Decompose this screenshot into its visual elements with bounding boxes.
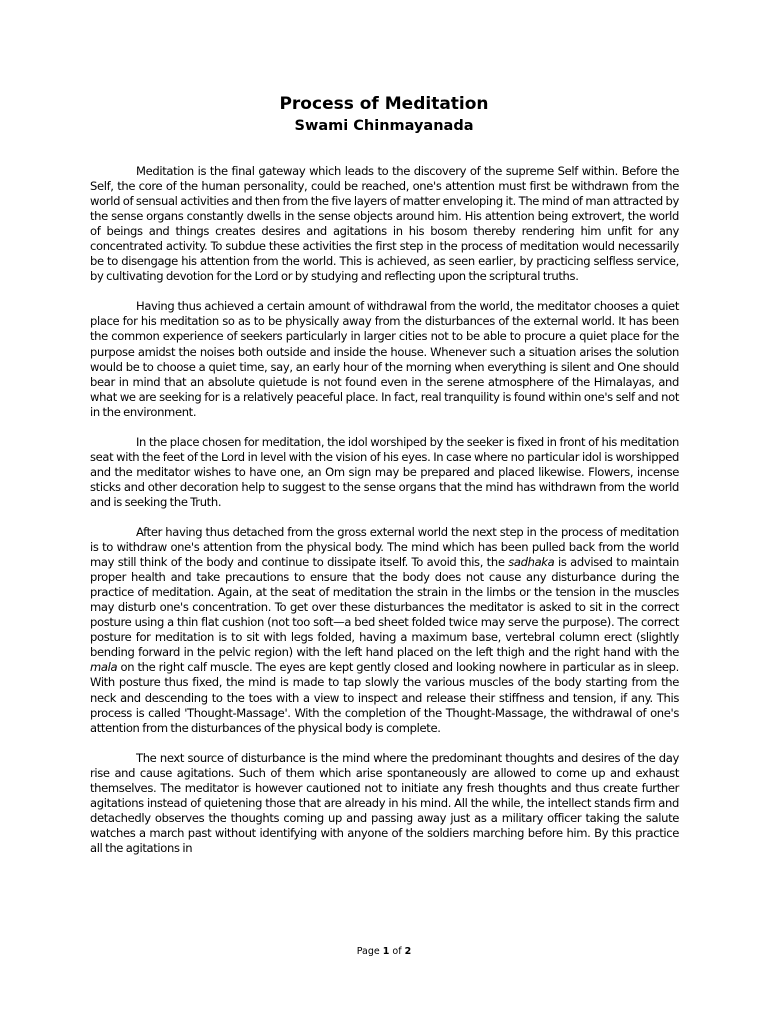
document-body [90, 164, 679, 856]
paragraph-text: is advised to maintain proper health and take precautions to ensure that the body does not cause any disturbance during the practice of meditation. Again, at the seat of meditation the strain in the limbs or the tension in the muscles may disturb one's concentration. To get over these disturbances the meditator is asked to sit in the correct posture using a thin flat cushion (not too soft—a bed sheet folded twice may serve the purpose). The correct posture for meditation is to sit with legs folded, having a maximum base, vertebral column erect (slightly bending forward in the pelvic region) with the left hand placed on the left thigh and the right hand with the [90, 555, 679, 660]
italic-term-sadhaka: sadhaka [508, 555, 555, 570]
body-paragraph [90, 751, 679, 856]
body-paragraph [90, 164, 679, 284]
document-title: Process of Meditation [279, 94, 489, 114]
document-author: Swami Chinmayanada [294, 118, 474, 134]
page-total: 2 [404, 946, 412, 957]
paragraph-text: Having thus achieved a certain amount of withdrawal from the world, the meditator chooses a quiet place for his meditation so as to be physically away from the disturbances of the external world. It has been the common experience of seekers particularly in larger cities not to be able to procure a quiet place for the purpose amidst the noises both outside and inside the house. Whenever such a situation arises the solution would be to choose a quiet time, say, an early hour of the morning when everything is silent and One should bear in mind that an absolute quietude is not found even in the serene atmosphere of the Himalayas, and what we are seeking for is a relatively peaceful place. In fact, real tranquility is found within one's self and not in the environment. [90, 299, 679, 419]
page-footer [0, 946, 768, 958]
page-label: Page [356, 946, 380, 957]
paragraph-text: Meditation is the final gateway which leads to the discovery of the supreme Self within. Before the Self, the core of the human personality, could be reached, one's attention must first be withdrawn from the world of sensual activities and then from the five layers of matter enveloping it. The mind of man attracted by the sense organs constantly dwells in the sense objects around him. His attention being extrovert, the world of beings and things creates desires and agitations in his bosom thereby rendering him unfit for any concentrated activity. To subdue these activities the first step in the process of meditation would necessarily be to disengage his attention from the world. This is achieved, as seen earlier, by practicing selfless service, by cultivating devotion for the Lord or by studying and reflecting upon the scriptural truths. [90, 164, 679, 284]
page-number: 1 [382, 946, 390, 957]
of-label: of [392, 946, 402, 957]
body-paragraph [90, 435, 679, 510]
paragraph-text: After having thus detached from the gross external world the next step in the process of meditation is to withdraw one's attention from the physical body. The mind which has been pulled back from the world may still think of the body and continue to dissipate itself. To avoid this, the [90, 524, 679, 570]
italic-term-mala: mala [90, 660, 118, 675]
body-paragraph [90, 299, 679, 419]
paragraph-text: The next source of disturbance is the mind where the predominant thoughts and desires of the day rise and cause agitations. Such of them which arise spontaneously are allowed to come up and exhaust themselves. The meditator is however cautioned not to initiate any fresh thoughts and thus create further agitations instead of quietening those that are already in his mind. All the while, the intellect stands firm and detachedly observes the thoughts coming up and passing away just as a military officer taking the salute watches a march past without identifying with anyone of the soldiers marching before him. By this practice all the agitations in [90, 750, 679, 855]
paragraph-text: on the right calf muscle. The eyes are kept gently closed and looking nowhere in particular as in sleep. With posture thus fixed, the mind is made to tap slowly the various muscles of the body starting from the neck and descending to the toes with a view to inspect and release their stiffness and tension, if any. This process is called 'Thought-Massage'. With the completion of the Thought-Massage, the withdrawal of one's attention from the disturbances of the physical body is complete. [90, 660, 679, 735]
paragraph-text: In the place chosen for meditation, the idol worshiped by the seeker is fixed in front of his meditation seat with the feet of the Lord in level with the vision of his eyes. In case where no particular idol is worshipped and the meditator wishes to have one, an Om sign may be prepared and placed likewise. Flowers, incense sticks and other decoration help to suggest to the sense organs that the mind has withdrawn from the world and is seeking the Truth. [90, 434, 679, 509]
body-paragraph [90, 525, 679, 736]
